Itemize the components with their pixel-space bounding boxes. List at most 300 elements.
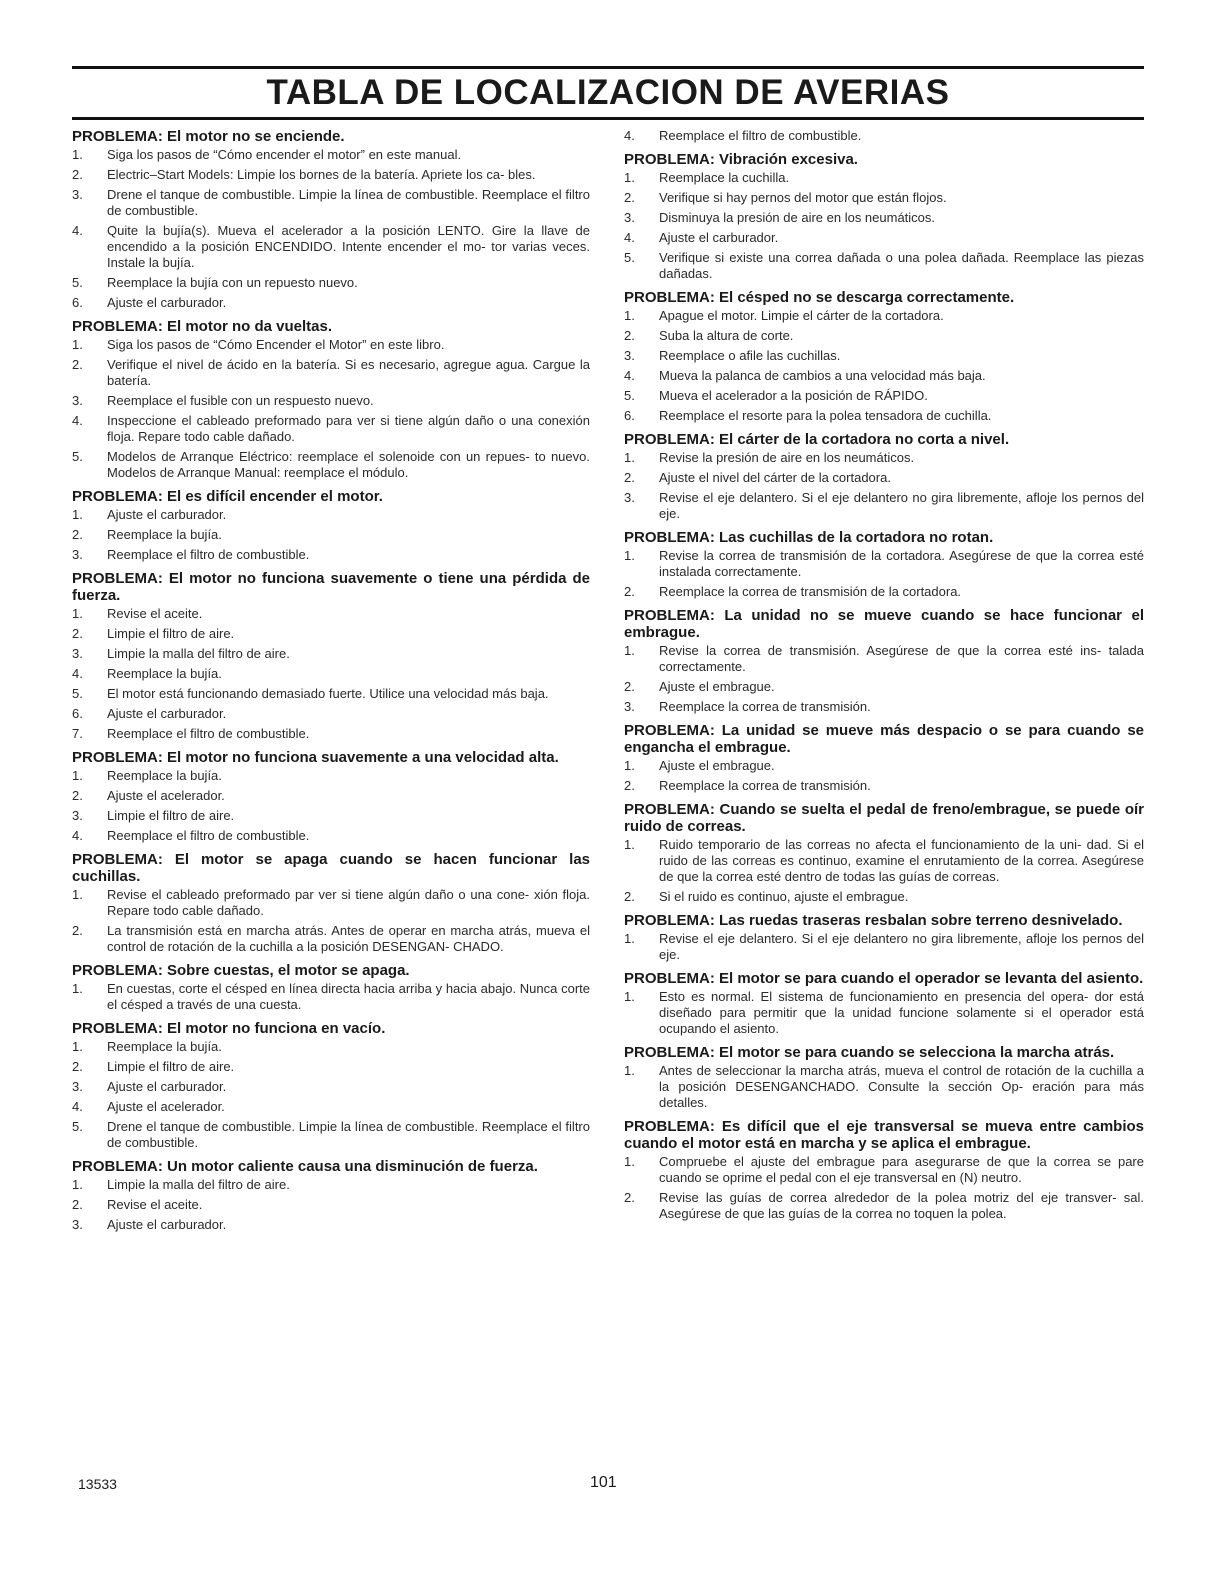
item-text: Revise el aceite. xyxy=(107,606,203,621)
item-text: Reemplace la bujía. xyxy=(107,666,222,681)
problem-heading xyxy=(624,151,1144,168)
problem-title: El motor se apaga cuando se hacen funcionar las cuchillas. xyxy=(72,851,591,885)
item-number: 2. xyxy=(72,167,83,182)
problem-heading xyxy=(72,1158,590,1175)
list-item xyxy=(72,768,590,784)
problem-label: PROBLEMA: xyxy=(72,1158,163,1175)
item-text: Ruido temporario de las correas no afecta el funcionamiento de la uni- dad. Si el ruido de las correas es continuo, examine el enrutamiento de la correa. Asegúrese de que la correa esté dentro de todas las guías de correas. xyxy=(659,837,1144,884)
solution-list xyxy=(624,450,1144,522)
item-number: 4. xyxy=(624,230,635,245)
problem-heading xyxy=(72,128,590,145)
item-number: 3. xyxy=(72,646,83,661)
problem-heading xyxy=(624,912,1144,929)
problem-label: PROBLEMA: xyxy=(72,1020,163,1037)
item-text: Reemplace el resorte para la polea tensadora de cuchilla. xyxy=(659,408,992,423)
item-text: Ajuste el acelerador. xyxy=(107,788,225,803)
problem-section xyxy=(624,607,1144,715)
list-item xyxy=(72,449,590,481)
item-text: Reemplace el filtro de combustible. xyxy=(107,726,310,741)
item-text: Verifique el nivel de ácido en la batería. Si es necesario, agregue agua. Cargue la batería. xyxy=(107,357,590,388)
item-text: Ajuste el carburador. xyxy=(107,507,227,522)
problem-title: El motor se para cuando se selecciona la marcha atrás. xyxy=(719,1044,1115,1061)
list-item xyxy=(72,828,590,844)
problem-heading xyxy=(624,801,1144,835)
item-text: Drene el tanque de combustible. Limpie la línea de combustible. Reemplace el filtro de combustible. xyxy=(107,1119,590,1150)
solution-list xyxy=(72,887,590,955)
item-number: 1. xyxy=(72,1039,83,1054)
item-text: Ajuste el nivel del cárter de la cortadora. xyxy=(659,470,891,485)
document-code: 13533 xyxy=(78,1476,117,1492)
problem-heading xyxy=(624,1044,1144,1061)
problem-heading xyxy=(624,1118,1144,1152)
item-number: 2. xyxy=(624,584,635,599)
list-item xyxy=(624,408,1144,424)
problem-heading xyxy=(72,962,590,979)
item-text: Reemplace la correa de transmisión de la cortadora. xyxy=(659,584,962,599)
list-item xyxy=(624,679,1144,695)
item-text: Reemplace la cuchilla. xyxy=(659,170,790,185)
item-number: 5. xyxy=(72,275,83,290)
problem-label: PROBLEMA: xyxy=(624,289,715,306)
item-text: Electric–Start Models: Limpie los bornes de la batería. Apriete los ca- bles. xyxy=(107,167,536,182)
item-number: 1. xyxy=(624,170,635,185)
problem-label: PROBLEMA: xyxy=(72,488,163,505)
item-number: 2. xyxy=(624,190,635,205)
item-text: Suba la altura de corte. xyxy=(659,328,794,343)
list-item xyxy=(72,788,590,804)
item-number: 4. xyxy=(624,368,635,383)
problem-title: El motor no funciona suavemente a una velocidad alta. xyxy=(167,749,559,766)
item-number: 2. xyxy=(624,679,635,694)
problem-label: PROBLEMA: xyxy=(624,970,715,987)
item-text: Reemplace la bujía. xyxy=(107,1039,222,1054)
item-number: 4. xyxy=(72,828,83,843)
item-number: 3. xyxy=(72,547,83,562)
list-item xyxy=(72,147,590,163)
solution-list xyxy=(624,308,1144,424)
item-text: Revise la presión de aire en los neumáticos. xyxy=(659,450,915,465)
item-number: 1. xyxy=(624,548,635,563)
problem-label: PROBLEMA: xyxy=(72,851,163,868)
solution-list xyxy=(624,758,1144,794)
list-item xyxy=(72,357,590,389)
solution-list xyxy=(624,837,1144,905)
solution-list xyxy=(72,1177,590,1233)
item-number: 3. xyxy=(72,808,83,823)
list-item xyxy=(624,643,1144,675)
item-text: El motor está funcionando demasiado fuerte. Utilice una velocidad más baja. xyxy=(107,686,549,701)
list-item xyxy=(624,1063,1144,1111)
problem-section xyxy=(624,1118,1144,1222)
problem-title: Es difícil que el eje transversal se mueva entre cambios cuando el motor está en marcha y se aplica el embrague. xyxy=(624,1118,1144,1152)
problem-title: El motor se para cuando el operador se levanta del asiento. xyxy=(719,970,1144,987)
item-number: 3. xyxy=(72,393,83,408)
list-item xyxy=(72,1039,590,1055)
list-item xyxy=(72,413,590,445)
item-text: Siga los pasos de “Cómo Encender el Motor” en este libro. xyxy=(107,337,445,352)
problem-label: PROBLEMA: xyxy=(624,1044,715,1061)
problem-label: PROBLEMA: xyxy=(72,318,163,335)
problem-heading xyxy=(624,431,1144,448)
list-item xyxy=(72,393,590,409)
item-text: Reemplace el fusible con un respuesto nuevo. xyxy=(107,393,374,408)
list-item xyxy=(624,210,1144,226)
item-number: 4. xyxy=(72,666,83,681)
problem-label: PROBLEMA: xyxy=(624,151,715,168)
solution-list xyxy=(624,170,1144,282)
problem-title: El motor no da vueltas. xyxy=(167,318,333,335)
item-text: Revise el cableado preformado par ver si tiene algún daño o una cone- xión floja. Repare todo cable dañado. xyxy=(107,887,590,918)
list-item xyxy=(72,337,590,353)
item-number: 2. xyxy=(72,626,83,641)
problem-heading xyxy=(72,488,590,505)
list-item xyxy=(72,706,590,722)
item-number: 5. xyxy=(72,449,83,464)
item-number: 6. xyxy=(72,706,83,721)
list-item xyxy=(72,808,590,824)
item-number: 1. xyxy=(72,507,83,522)
item-number: 1. xyxy=(624,989,635,1004)
problem-label: PROBLEMA: xyxy=(624,912,715,929)
list-item xyxy=(624,778,1144,794)
item-text: Drene el tanque de combustible. Limpie la línea de combustible. Reemplace el filtro de combustible. xyxy=(107,187,590,218)
item-number: 1. xyxy=(624,837,635,852)
item-text: Ajuste el carburador. xyxy=(107,1217,227,1232)
problem-title: Sobre cuestas, el motor se apaga. xyxy=(167,962,410,979)
item-text: Mueva el acelerador a la posición de RÁPIDO. xyxy=(659,388,928,403)
item-text: Revise la correa de transmisión de la cortadora. Asegúrese de que la correa esté instalada correctamente. xyxy=(659,548,1144,579)
item-text: Disminuya la presión de aire en los neumáticos. xyxy=(659,210,936,225)
item-number: 6. xyxy=(624,408,635,423)
list-item xyxy=(72,167,590,183)
problem-label: PROBLEMA: xyxy=(624,607,715,624)
problem-section xyxy=(72,488,590,563)
list-item xyxy=(624,450,1144,466)
list-item xyxy=(72,1119,590,1151)
item-number: 3. xyxy=(72,187,83,202)
solution-list xyxy=(72,337,590,481)
item-number: 7. xyxy=(72,726,83,741)
item-text: Ajuste el embrague. xyxy=(659,679,775,694)
item-number: 1. xyxy=(72,1177,83,1192)
list-item xyxy=(72,981,590,1013)
list-item xyxy=(72,1177,590,1193)
problem-heading xyxy=(624,722,1144,756)
list-item xyxy=(72,606,590,622)
list-item xyxy=(624,699,1144,715)
item-number: 2. xyxy=(72,1197,83,1212)
item-text: Revise la correa de transmisión. Asegúrese de que la correa esté ins- talada correctamente. xyxy=(659,643,1144,674)
problem-section xyxy=(624,151,1144,282)
problem-section xyxy=(72,851,590,955)
item-number: 1. xyxy=(72,606,83,621)
list-item xyxy=(72,686,590,702)
list-item xyxy=(624,230,1144,246)
item-text: Revise el eje delantero. Si el eje delantero no gira libremente, afloje los pernos del eje. xyxy=(659,490,1144,521)
item-text: Revise las guías de correa alrededor de la polea motriz del eje transver- sal. Asegúrese de que las guías de la correa no toquen la polea. xyxy=(659,1190,1144,1221)
item-number: 1. xyxy=(624,450,635,465)
item-number: 2. xyxy=(624,328,635,343)
problem-title: Un motor caliente causa una disminución de fuerza. xyxy=(167,1158,538,1175)
problem-label: PROBLEMA: xyxy=(624,801,715,818)
problem-heading xyxy=(624,607,1144,641)
item-text: Revise el eje delantero. Si el eje delantero no gira libremente, afloje los pernos del eje. xyxy=(659,931,1144,962)
item-text: Antes de seleccionar la marcha atrás, mueva el control de rotación de la cuchilla a la posición DESENGANCHADO. Consulte la sección Op- eración para más detalles. xyxy=(659,1063,1144,1110)
continued-list xyxy=(624,128,1144,144)
problem-section xyxy=(624,970,1144,1037)
problem-section xyxy=(624,529,1144,600)
list-item xyxy=(72,223,590,271)
item-text: Limpie el filtro de aire. xyxy=(107,808,235,823)
right-column xyxy=(624,128,1144,1229)
list-item xyxy=(624,470,1144,486)
item-text: Reemplace la bujía. xyxy=(107,768,222,783)
problem-title: La unidad no se mueve cuando se hace funcionar el embrague. xyxy=(624,607,1145,641)
problem-label: PROBLEMA: xyxy=(72,962,163,979)
item-text: Inspeccione el cableado preformado para ver si tiene algún daño o una conexión floja. Repare todo cable dañado. xyxy=(107,413,590,444)
problem-section xyxy=(72,749,590,844)
list-item xyxy=(72,187,590,219)
list-item xyxy=(72,1197,590,1213)
item-number: 3. xyxy=(624,210,635,225)
item-text: Revise el aceite. xyxy=(107,1197,203,1212)
problem-title: El cárter de la cortadora no corta a nivel. xyxy=(719,431,1010,448)
list-item xyxy=(72,1099,590,1115)
list-item xyxy=(72,726,590,742)
page-title: TABLA DE LOCALIZACION DE AVERIAS xyxy=(266,73,950,112)
item-number: 3. xyxy=(72,1217,83,1232)
list-item xyxy=(72,507,590,523)
problem-heading xyxy=(72,1020,590,1037)
problem-title: El es difícil encender el motor. xyxy=(167,488,383,505)
item-text: Compruebe el ajuste del embrague para asegurarse de que la correa se pare cuando se oprime el pedal con el eje transversal en (N) neutro. xyxy=(659,1154,1144,1185)
item-text: Ajuste el carburador. xyxy=(659,230,779,245)
solution-list xyxy=(624,643,1144,715)
item-text: Limpie la malla del filtro de aire. xyxy=(107,646,290,661)
list-item xyxy=(624,989,1144,1037)
item-number: 4. xyxy=(624,128,635,143)
solution-list xyxy=(72,981,590,1013)
problem-section xyxy=(624,801,1144,905)
list-item xyxy=(72,626,590,642)
list-item xyxy=(72,887,590,919)
item-number: 2. xyxy=(72,357,83,372)
problem-heading xyxy=(72,851,590,885)
item-number: 1. xyxy=(624,758,635,773)
item-text: Reemplace la bujía con un repuesto nuevo. xyxy=(107,275,358,290)
solution-list xyxy=(72,606,590,742)
item-number: 4. xyxy=(72,413,83,428)
list-item xyxy=(624,250,1144,282)
item-number: 1. xyxy=(72,147,83,162)
item-text: La transmisión está en marcha atrás. Antes de operar en marcha atrás, mueva el control de rotación de la cuchilla a la posición DESENGAN- CHADO. xyxy=(107,923,590,954)
item-text: Limpie el filtro de aire. xyxy=(107,1059,235,1074)
solution-list xyxy=(72,147,590,311)
problem-section xyxy=(624,912,1144,963)
item-number: 1. xyxy=(624,931,635,946)
list-item xyxy=(624,1190,1144,1222)
item-number: 4. xyxy=(72,1099,83,1114)
problem-heading xyxy=(624,970,1144,987)
item-number: 1. xyxy=(624,1154,635,1169)
item-text: Ajuste el carburador. xyxy=(107,1079,227,1094)
solution-list xyxy=(624,1154,1144,1222)
item-text: Quite la bujía(s). Mueva el acelerador a la posición LENTO. Gire la llave de encendido a la posición ENCENDIDO. Intente encender el mo- tor varias veces. Instale la bujía. xyxy=(107,223,590,270)
item-text: Reemplace el filtro de combustible. xyxy=(659,128,862,143)
list-item xyxy=(624,388,1144,404)
list-item xyxy=(624,128,1144,144)
problem-label: PROBLEMA: xyxy=(624,529,715,546)
item-number: 5. xyxy=(624,250,635,265)
problem-heading xyxy=(624,289,1144,306)
item-number: 4. xyxy=(72,223,83,238)
item-number: 2. xyxy=(72,788,83,803)
problem-title: Las ruedas traseras resbalan sobre terreno desnivelado. xyxy=(719,912,1123,929)
item-number: 3. xyxy=(624,699,635,714)
item-number: 1. xyxy=(72,981,83,996)
title-underline xyxy=(72,117,1144,120)
list-item xyxy=(624,308,1144,324)
item-text: Reemplace la bujía. xyxy=(107,527,222,542)
problem-heading xyxy=(72,318,590,335)
list-item xyxy=(72,646,590,662)
item-text: Siga los pasos de “Cómo encender el motor” en este manual. xyxy=(107,147,462,162)
item-number: 2. xyxy=(624,889,635,904)
list-item xyxy=(72,666,590,682)
problem-heading xyxy=(624,529,1144,546)
list-item xyxy=(624,170,1144,186)
problem-heading xyxy=(72,570,590,604)
item-text: Reemplace el filtro de combustible. xyxy=(107,547,310,562)
item-text: Verifique si hay pernos del motor que están flojos. xyxy=(659,190,947,205)
solution-list xyxy=(624,931,1144,963)
problem-section xyxy=(624,1044,1144,1111)
item-number: 5. xyxy=(72,1119,83,1134)
item-number: 2. xyxy=(72,527,83,542)
item-text: Ajuste el acelerador. xyxy=(107,1099,225,1114)
item-text: Mueva la palanca de cambios a una velocidad más baja. xyxy=(659,368,986,383)
item-text: Verifique si existe una correa dañada o una polea dañada. Reemplace las piezas dañadas. xyxy=(659,250,1144,281)
problem-label: PROBLEMA: xyxy=(72,128,163,145)
item-number: 1. xyxy=(72,887,83,902)
problem-section xyxy=(72,962,590,1013)
problem-title: El motor no funciona en vacío. xyxy=(167,1020,386,1037)
solution-list xyxy=(72,1039,590,1151)
item-text: Reemplace la correa de transmisión. xyxy=(659,778,871,793)
list-item xyxy=(72,1217,590,1233)
item-text: Modelos de Arranque Eléctrico: reemplace el solenoide con un repues- to nuevo. Modelos de Arranque Manual: reemplace el módulo. xyxy=(107,449,590,480)
list-item xyxy=(72,295,590,311)
list-item xyxy=(624,837,1144,885)
problem-title: El motor no se enciende. xyxy=(167,128,345,145)
list-item xyxy=(624,758,1144,774)
item-text: En cuestas, corte el césped en línea directa hacia arriba y hacia abajo. Nunca corte el césped a través de una cuesta. xyxy=(107,981,590,1012)
problem-label: PROBLEMA: xyxy=(72,570,163,587)
problem-section xyxy=(624,289,1144,424)
item-text: Limpie la malla del filtro de aire. xyxy=(107,1177,290,1192)
list-item xyxy=(624,348,1144,364)
item-number: 3. xyxy=(72,1079,83,1094)
problem-title: Cuando se suelta el pedal de freno/embrague, se puede oír ruido de correas. xyxy=(624,801,1144,835)
item-text: Ajuste el carburador. xyxy=(107,706,227,721)
problem-section xyxy=(72,1158,590,1233)
item-number: 2. xyxy=(624,778,635,793)
page-number: 101 xyxy=(590,1474,617,1491)
list-item xyxy=(624,931,1144,963)
solution-list xyxy=(72,507,590,563)
solution-list xyxy=(624,548,1144,600)
problem-label: PROBLEMA: xyxy=(624,431,715,448)
left-column xyxy=(72,128,590,1240)
item-number: 5. xyxy=(72,686,83,701)
problem-title: La unidad se mueve más despacio o se para cuando se engancha el embrague. xyxy=(624,722,1144,756)
list-item xyxy=(624,368,1144,384)
item-text: Reemplace el filtro de combustible. xyxy=(107,828,310,843)
item-text: Ajuste el carburador. xyxy=(107,295,227,310)
solution-list xyxy=(72,768,590,844)
item-number: 3. xyxy=(624,490,635,505)
page xyxy=(72,66,1145,1232)
problem-section xyxy=(624,722,1144,794)
problem-section xyxy=(72,1020,590,1151)
problem-section xyxy=(72,570,590,742)
item-text: Limpie el filtro de aire. xyxy=(107,626,235,641)
list-item xyxy=(72,923,590,955)
problem-title: Vibración excesiva. xyxy=(719,151,858,168)
item-number: 5. xyxy=(624,388,635,403)
item-number: 1. xyxy=(72,337,83,352)
item-text: Reemplace o afile las cuchillas. xyxy=(659,348,841,363)
list-item xyxy=(624,328,1144,344)
list-item xyxy=(72,1079,590,1095)
list-item xyxy=(72,527,590,543)
problem-title: El motor no funciona suavemente o tiene una pérdida de fuerza. xyxy=(72,570,590,604)
list-item xyxy=(72,275,590,291)
solution-list xyxy=(624,989,1144,1037)
list-item xyxy=(624,584,1144,600)
item-number: 6. xyxy=(72,295,83,310)
list-item xyxy=(72,547,590,563)
item-number: 1. xyxy=(624,308,635,323)
item-text: Apague el motor. Limpie el cárter de la cortadora. xyxy=(659,308,944,323)
list-item xyxy=(72,1059,590,1075)
item-number: 2. xyxy=(72,923,83,938)
list-item xyxy=(624,490,1144,522)
problem-label: PROBLEMA: xyxy=(72,749,163,766)
problem-title: El césped no se descarga correctamente. xyxy=(719,289,1015,306)
item-text: Ajuste el embrague. xyxy=(659,758,775,773)
problem-section xyxy=(72,128,590,311)
list-item xyxy=(624,1154,1144,1186)
problem-section xyxy=(72,318,590,481)
item-number: 2. xyxy=(624,470,635,485)
item-number: 2. xyxy=(624,1190,635,1205)
list-item xyxy=(624,190,1144,206)
item-number: 1. xyxy=(72,768,83,783)
item-text: Si el ruido es continuo, ajuste el embrague. xyxy=(659,889,909,904)
item-text: Esto es normal. El sistema de funcionamiento en presencia del opera- dor está diseñado para permitir que la unidad funcione solamente si el operador está ocupando el asiento. xyxy=(659,989,1144,1036)
solution-list xyxy=(624,1063,1144,1111)
item-number: 1. xyxy=(624,643,635,658)
item-number: 3. xyxy=(624,348,635,363)
item-number: 1. xyxy=(624,1063,635,1078)
problem-label: PROBLEMA: xyxy=(624,722,715,739)
problem-label: PROBLEMA: xyxy=(624,1118,715,1135)
item-number: 2. xyxy=(72,1059,83,1074)
item-text: Reemplace la correa de transmisión. xyxy=(659,699,871,714)
problem-title: Las cuchillas de la cortadora no rotan. xyxy=(719,529,994,546)
list-item xyxy=(624,889,1144,905)
